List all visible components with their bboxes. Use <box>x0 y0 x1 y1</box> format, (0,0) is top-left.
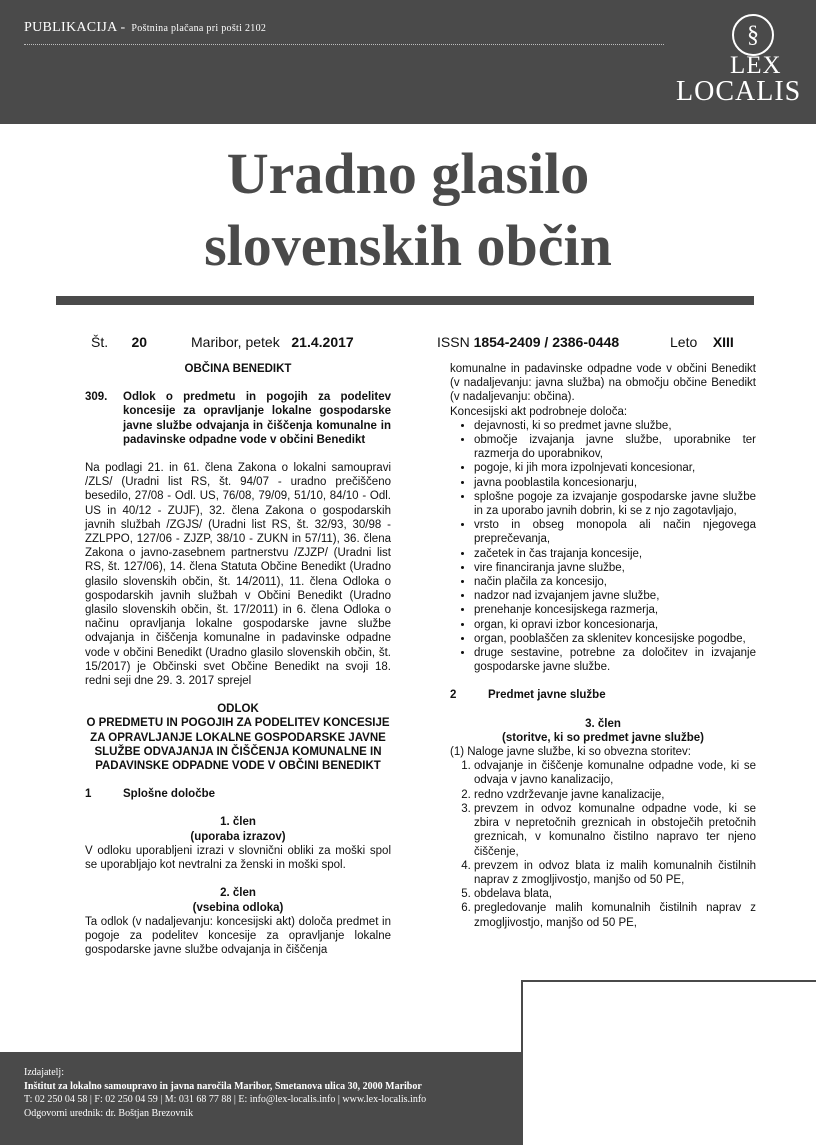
dotted-divider <box>24 44 664 45</box>
list-item: • pogoje, ki jih mora izpolnjevati koncesionar, <box>474 461 756 475</box>
logo-text-lex: LEX <box>730 52 782 79</box>
municipality-heading: OBČINA BENEDIKT <box>184 363 292 375</box>
article-2-text: Ta odlok (v nadaljevanju: koncesijski akt) določa predmet in pogoje za podelitev koncesije za opravljanje lokalne gospodarske javne službe odvajanja in čiščenja <box>85 915 391 957</box>
lex-localis-logo <box>672 14 802 110</box>
odlok-subtitle: O PREDMETU IN POGOJIH ZA PODELITEV KONCESIJE ZA OPRAVLJANJE LOKALNE GOSPODARSKE JAVNE SLUŽBE ODVAJANJA IN ČIŠČENJA KOMUNALNE IN PADAVINSKE ODPADNE VODE V OBČINI BENEDIKT <box>86 717 390 773</box>
article-2-subtitle: (vsebina odloka) <box>192 901 284 914</box>
issue-date-value: 21.4.2017 <box>291 334 354 350</box>
publisher-name: Inštitut za lokalno samoupravo in javna naročila Maribor, Smetanova ulica 30, 2000 Maribor <box>24 1080 422 1092</box>
list-item: • javna pooblastila koncesionarju, <box>474 476 756 490</box>
list-item: 5. obdelava blata, <box>474 887 756 901</box>
year-label: Leto <box>670 334 698 350</box>
list-item: 6. pregledovanje malih komunalnih čistilnih naprav z zmogljivostjo, manjšo od 50 PE, <box>474 901 756 929</box>
left-column <box>85 362 391 957</box>
list-item: 1. odvajanje in čiščenje komunalne odpadne vode, ki se odvaja v javno kanalizacijo, <box>474 759 756 787</box>
article-3-subtitle: (storitve, ki so predmet javne službe) <box>502 731 704 744</box>
article-1-title: 1. člen <box>220 816 256 829</box>
issn-value: 1854-2409 / 2386-0448 <box>473 334 620 350</box>
list-item: 2. redno vzdrževanje javne kanalizacije, <box>474 788 756 802</box>
list-item: • vrsto in obseg monopola ali način njegovega preprečevanja, <box>474 518 756 546</box>
issue-place: Maribor, petek <box>191 334 280 350</box>
section-2-title: Predmet javne službe <box>488 689 606 702</box>
odlok-title: ODLOK <box>217 703 259 716</box>
section-2-number: 2 <box>450 689 457 702</box>
preamble: Na podlagi 21. in 61. člena Zakona o lokalni samoupravi /ZLS/ (Uradni list RS, št. 94/07 - uradno prečiščeno besedilo, 27/08 - Odl. US, 76/08, 79/09, 51/10, 84/10 - Odl. US in 40/12 - ZUJF), 32. člena Zakona o gospodarskih javnih službah /ZGJS/ (Uradni list RS, št. 32/93, 30/98 - ZZLPPO, 127/06 - ZJZP, 38/10 - ZUKN in 57/11), 36. člena Zakona o javno-zasebnem partnerstvu /ZJZP/ (Uradni list RS, št. 127/06), 14. člena Statuta Občine Benedikt (Uradno glasilo slovenskih občin, št. 14/2011), 11. člena Odloka o gospodarskih javnih službah v Občini Benedikt (Uradno glasilo slovenskih občin, št. 17/2011) in 6. člena Odloka o načinu opravljanja lokalne gospodarske javne službe odvajanja in čiščenja komunalne in padavinske odpadne vode v občini Benedikt (Uradno glasilo slovenskih občin, št. 15/2017) je Občinski svet Občine Benedikt na svoji 18. redni seji dne 29. 3. 2017 sprejel <box>85 462 391 688</box>
title-line-2: slovenskih občin <box>204 213 612 278</box>
list-item: • dejavnosti, ki so predmet javne službe, <box>474 419 756 433</box>
list-item: • način plačila za koncesijo, <box>474 575 756 589</box>
publisher-label: Izdajatelj: <box>24 1067 64 1078</box>
bullet-list <box>450 419 756 675</box>
address-box <box>521 980 816 1145</box>
continued-text: komunalne in padavinske odpadne vode v občini Benedikt (v nadaljevanju: javna služba) na območju občine Benedikt (v nadaljevanju: občina). <box>450 363 756 404</box>
list-item: 4. prevzem in odvoz blata iz malih komunalnih čistilnih naprav z zmogljivostjo, manjšo od 50 PE, <box>474 859 756 887</box>
list-item: 3. prevzem in odvoz komunalne odpadne vode, ki se zbira v nepretočnih greznicah in obstoječih pretočnih greznicah, v komunalno čistilno napravo ter njeno čiščenje, <box>474 802 756 859</box>
section-1-number: 1 <box>85 788 92 801</box>
article-3-intro: (1) Naloge javne službe, ki so obvezna storitev: <box>450 746 691 759</box>
issn <box>437 334 619 350</box>
right-column <box>450 362 756 930</box>
issue-number-label: Št. <box>91 334 109 350</box>
section-1-heading <box>85 787 391 801</box>
publication-line <box>24 20 266 36</box>
title-line-1: Uradno glasilo <box>226 141 590 206</box>
gazette-title <box>0 138 816 282</box>
year-volume <box>670 334 734 350</box>
issue-number-value: 20 <box>131 334 148 350</box>
list-item: • nadzor nad izvajanjem javne službe, <box>474 589 756 603</box>
publisher-contacts: T: 02 250 04 58 | F: 02 250 04 59 | M: 031 68 77 88 | E: info@lex-localis.info | www.lex-localis.info <box>24 1094 427 1105</box>
imprint <box>24 1066 426 1120</box>
publication-label: PUBLIKACIJA - <box>24 20 126 35</box>
item-title: Odlok o predmetu in pogojih za podelitev koncesije za opravljanje lokalne gospodarske javne službe odvajanja in čiščenja komunalne in padavinske odpadne vode v občini Benedikt <box>123 391 391 446</box>
issue-date <box>191 334 354 350</box>
item-number: 309. <box>85 391 108 404</box>
section-2-heading <box>450 688 756 702</box>
item-heading <box>85 390 391 447</box>
list-item: • območje izvajanja javne službe, uporabnike ter razmerja do uporabnikov, <box>474 433 756 461</box>
article-1-text: V odloku uporabljeni izrazi v slovnični obliki za moški spol se uporabljajo kot nevtralni za ženski in moški spol. <box>85 844 391 872</box>
list-intro: Koncesijski akt podrobneje določa: <box>450 405 628 418</box>
list-item: • splošne pogoje za izvajanje gospodarske javne službe in za uporabo javnih dobrin, ki se z njo zagotavljajo, <box>474 490 756 518</box>
list-item: • začetek in čas trajanja koncesije, <box>474 547 756 561</box>
article-2-title: 2. člen <box>220 887 256 900</box>
year-value: XIII <box>712 334 734 350</box>
numbered-list <box>450 759 756 929</box>
header-band <box>0 0 816 124</box>
list-item: • organ, pooblaščen za sklenitev koncesijske pogodbe, <box>474 632 756 646</box>
list-item: • organ, ki opravi izbor koncesionarja, <box>474 618 756 632</box>
editor-in-chief: Odgovorni urednik: dr. Boštjan Brezovnik <box>24 1107 194 1119</box>
list-item: • vire financiranja javne službe, <box>474 561 756 575</box>
article-3-title: 3. člen <box>585 717 621 730</box>
logo-text-localis: LOCALIS <box>676 76 802 107</box>
list-item: • druge sestavine, potrebne za določitev in izvajanje gospodarske javne službe. <box>474 646 756 674</box>
title-rule <box>56 296 754 305</box>
section-1-title: Splošne določbe <box>123 788 216 801</box>
paragraph-seal-icon: § <box>732 14 774 56</box>
list-item: • prenehanje koncesijskega razmerja, <box>474 603 756 617</box>
issue-number <box>91 334 147 350</box>
postage-note: Poštnina plačana pri pošti 2102 <box>131 23 267 34</box>
article-1-subtitle: (uporaba izrazov) <box>190 830 286 843</box>
issn-label: ISSN <box>437 334 470 350</box>
